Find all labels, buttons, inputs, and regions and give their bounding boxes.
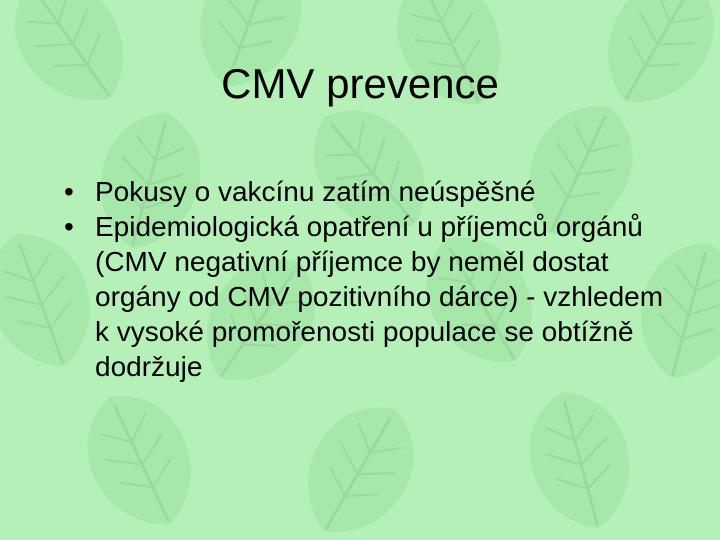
bullet-list [64, 174, 674, 384]
bullet-text: Epidemiologická opatření u příjemců orgánů (CMV negativní příjemce by neměl dostat orgány od CMV pozitivního dárce) - vzhledem k vysoké promořenosti populace se obtížně dodržuje [95, 211, 664, 382]
bullet-item-epidemiology [64, 209, 674, 384]
bullet-icon: • [64, 211, 74, 242]
slide-title: CMV prevence [221, 60, 499, 107]
bullet-item-vaccine [64, 174, 674, 209]
bullet-text: Pokusy o vakcínu zatím neúspěšné [95, 176, 536, 207]
bullet-icon: • [64, 176, 74, 207]
